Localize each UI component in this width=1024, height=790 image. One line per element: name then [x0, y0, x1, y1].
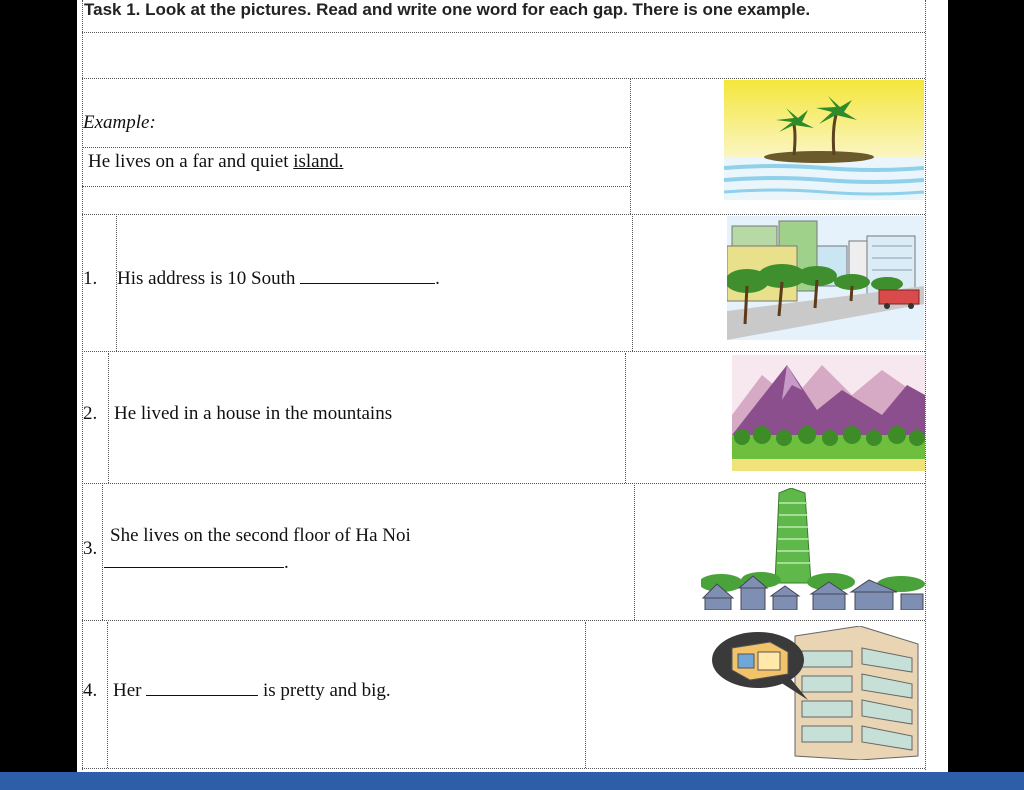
grid-line — [82, 32, 925, 33]
item-1-number: 1. — [83, 268, 98, 289]
item-1-text: His address is 10 South — [117, 268, 296, 289]
grid-line — [82, 78, 925, 79]
grid-line — [632, 216, 633, 351]
item-1-gap[interactable] — [300, 283, 435, 284]
item-3-end: . — [284, 552, 289, 573]
grid-line — [82, 214, 925, 215]
item-3-gap[interactable] — [104, 567, 284, 568]
city-street-picture — [727, 216, 924, 340]
example-answer: island. — [293, 151, 344, 172]
island-picture — [724, 80, 924, 200]
grid-line — [925, 0, 926, 770]
grid-line — [108, 353, 109, 483]
task-title: Task 1. Look at the pictures. Read and write one word for each gap. There is one example. — [84, 0, 811, 19]
grid-line — [82, 768, 925, 769]
item-4-gap[interactable] — [146, 695, 258, 696]
mountains-picture — [732, 355, 925, 471]
item-2-number: 2. — [83, 403, 98, 424]
grid-line — [630, 78, 631, 214]
grid-line — [82, 147, 630, 148]
item-1-sentence — [117, 268, 440, 290]
grid-line — [634, 485, 635, 620]
grid-line — [585, 622, 586, 768]
item-4-number: 4. — [83, 680, 98, 701]
item-3-text: She lives on the second floor of Ha Noi — [110, 525, 411, 546]
example-sentence — [88, 151, 343, 173]
tower-town-picture — [701, 488, 925, 610]
grid-line — [82, 620, 925, 621]
item-2-sentence: He lived in a house in the mountains — [114, 403, 393, 424]
item-4-sentence — [113, 680, 391, 702]
grid-line — [102, 485, 103, 620]
bottom-bar — [0, 772, 1024, 790]
grid-line — [82, 186, 630, 187]
grid-line — [625, 353, 626, 483]
item-4-text: Her — [113, 680, 142, 701]
grid-line — [107, 622, 108, 768]
grid-line — [82, 483, 925, 484]
item-3-number: 3. — [83, 538, 98, 559]
item-1-end: . — [435, 268, 440, 289]
example-sentence-text: He lives on a far and quiet — [88, 151, 294, 172]
apartment-building-picture — [710, 626, 920, 760]
item-4-end: is pretty and big. — [262, 680, 391, 701]
example-label: Example: — [83, 112, 156, 133]
item-3-gap-line — [104, 552, 289, 574]
grid-line — [82, 351, 925, 352]
